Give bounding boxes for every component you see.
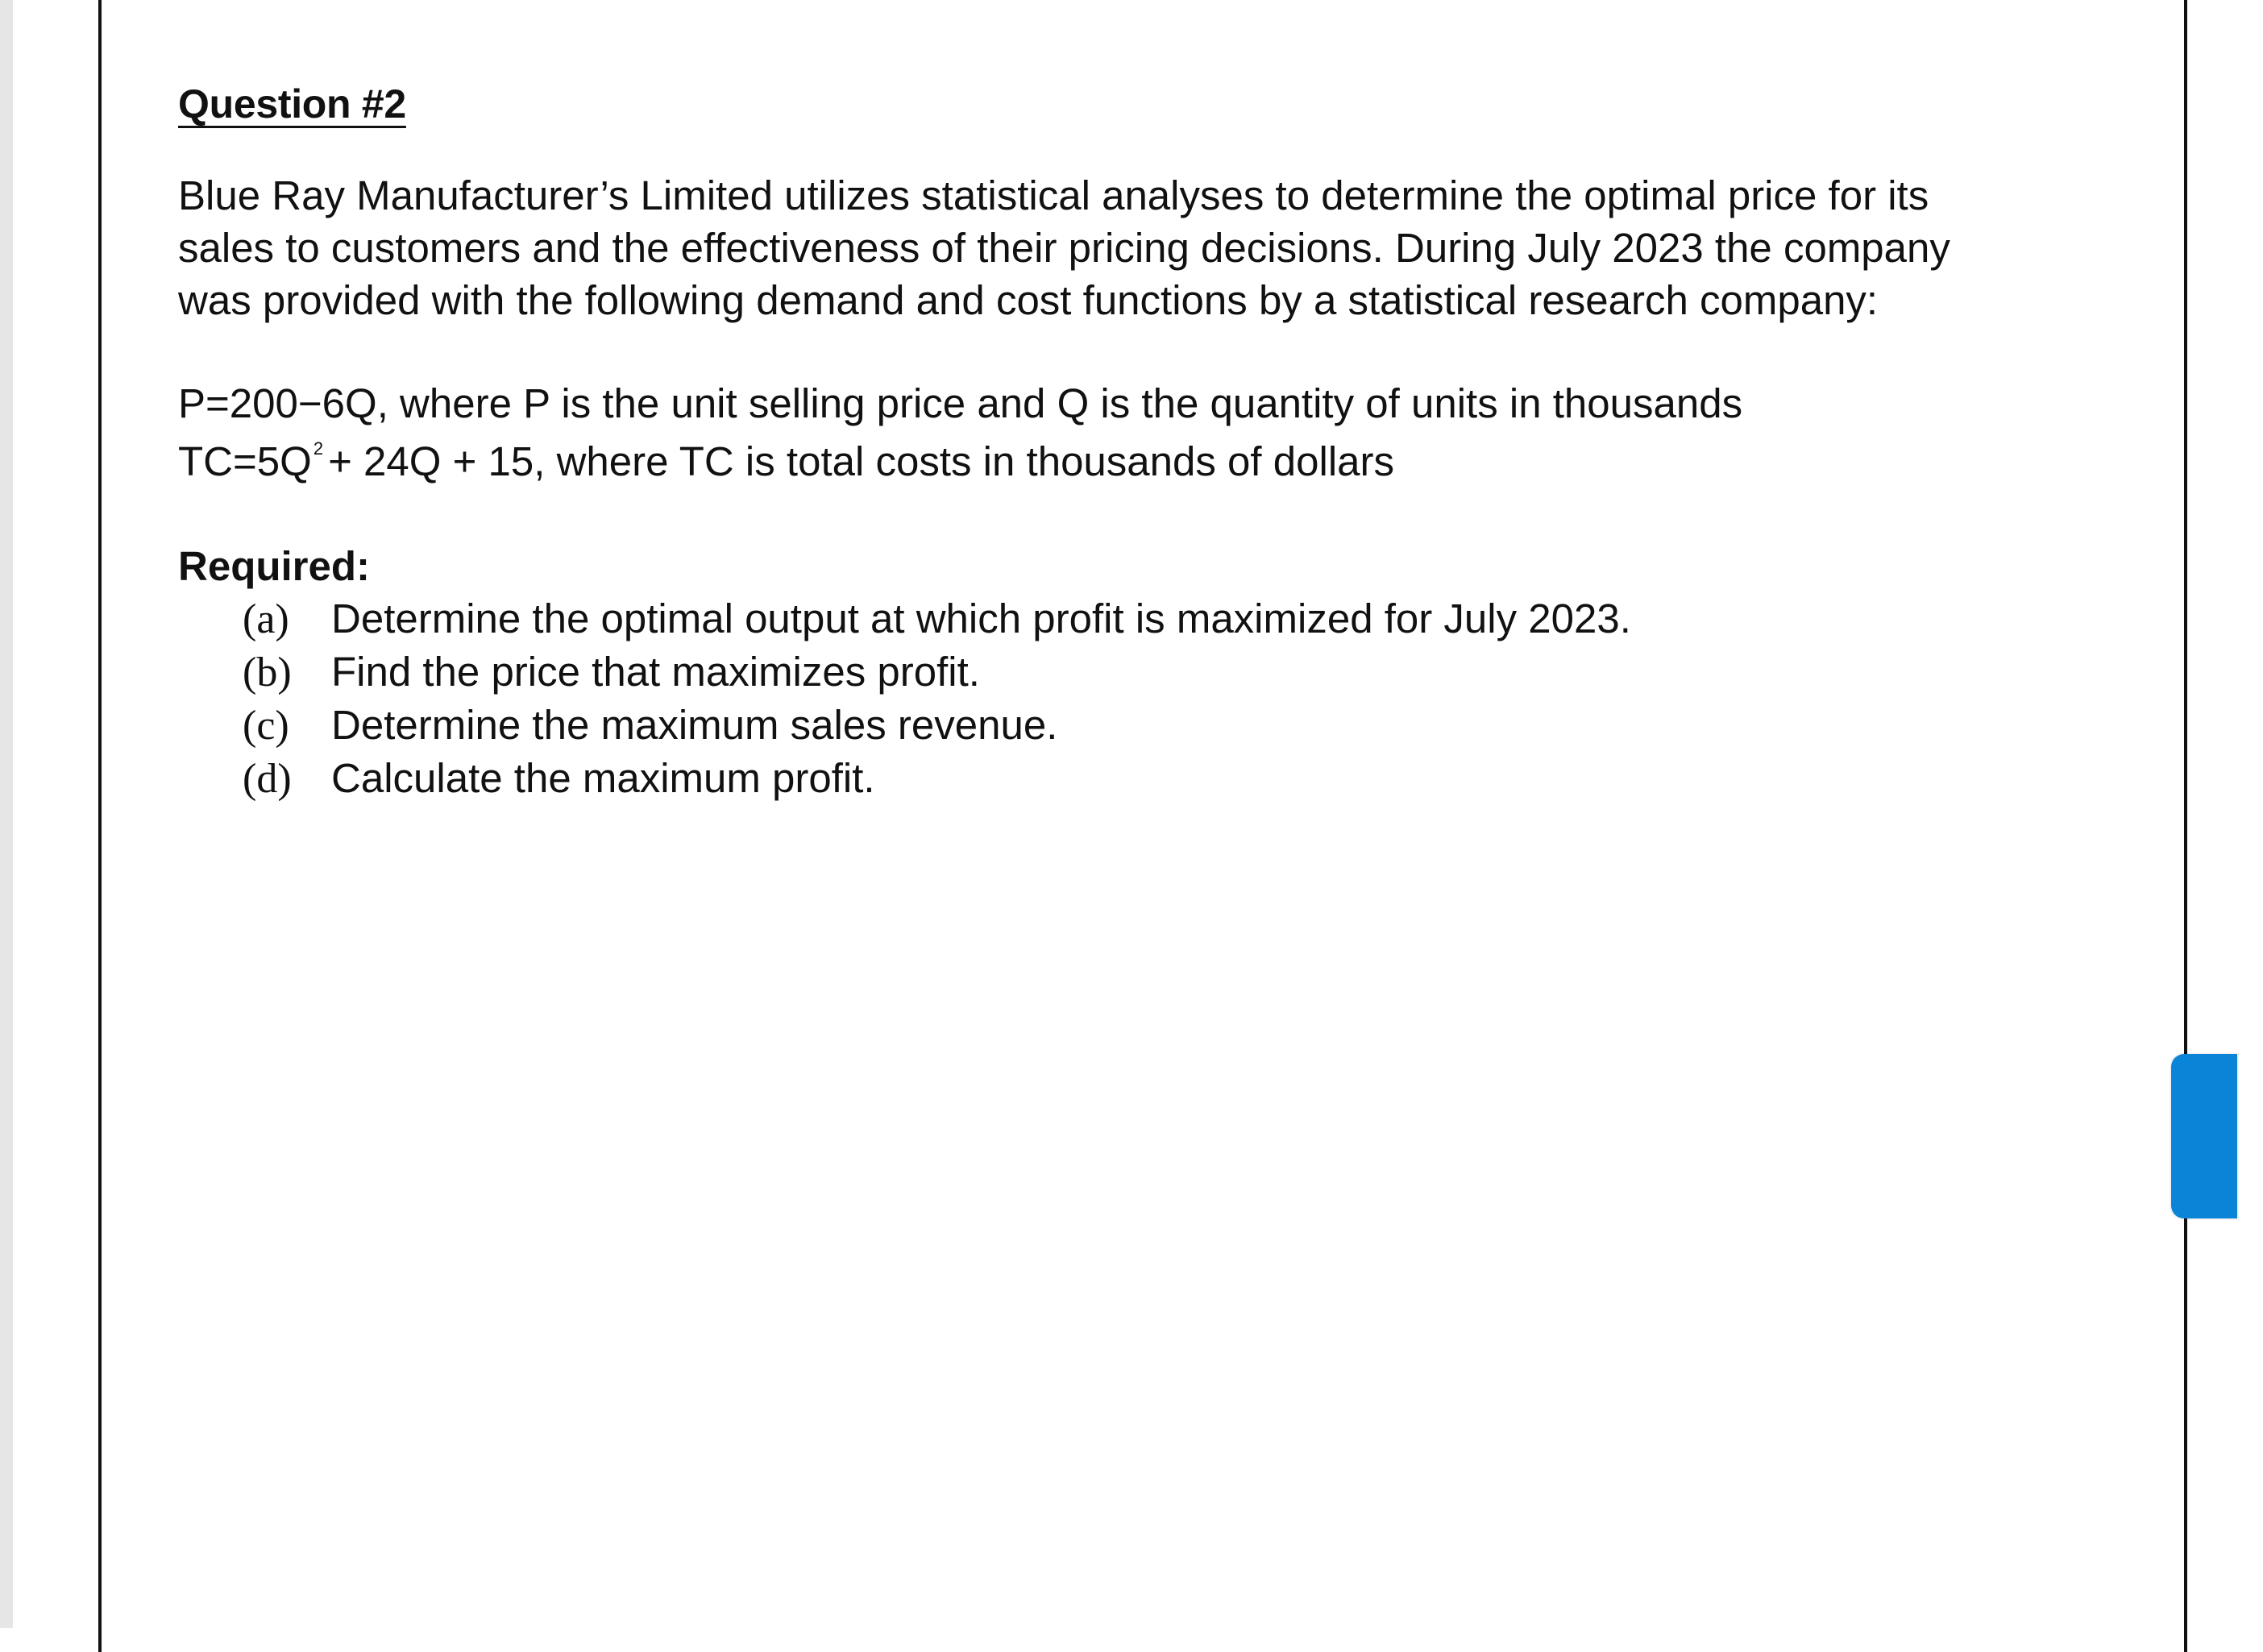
cost-function-prefix: TC=5Q bbox=[178, 438, 312, 484]
scroll-handle[interactable] bbox=[2171, 1054, 2237, 1218]
required-item-letter: (d) bbox=[243, 756, 292, 802]
required-item-a bbox=[243, 592, 2032, 645]
required-item-letter: (c) bbox=[243, 703, 289, 749]
required-list bbox=[178, 592, 2032, 805]
required-item-text: Calculate the maximum profit. bbox=[331, 755, 875, 801]
required-item-letter: (a) bbox=[243, 596, 289, 642]
required-label: Required: bbox=[178, 543, 371, 589]
cost-function bbox=[178, 430, 2032, 488]
functions-block bbox=[178, 378, 2032, 488]
required-item-d bbox=[243, 752, 2032, 805]
question-content bbox=[178, 81, 2032, 805]
cost-function-exponent: 2 bbox=[313, 438, 324, 459]
question-paragraph: Blue Ray Manufacturer’s Limited utilizes statistical analyses to determine the optimal price for its sales to customers and the effectiveness of their pricing decisions. During July 2023 the company was provided with the following demand and cost functions by a statistical research company: bbox=[178, 172, 1950, 323]
required-item-text: Find the price that maximizes profit. bbox=[331, 649, 980, 695]
required-item-b bbox=[243, 645, 2032, 699]
viewer-left-edge bbox=[0, 0, 13, 1628]
cost-function-suffix: + 24Q + 15, where TC is total costs in thousands of dollars bbox=[328, 438, 1394, 484]
required-item-text: Determine the optimal output at which profit is maximized for July 2023. bbox=[331, 596, 1631, 641]
demand-function: P=200−6Q, where P is the unit selling price and Q is the quantity of units in thousands bbox=[178, 380, 1743, 426]
required-item-c bbox=[243, 699, 2032, 752]
required-item-letter: (b) bbox=[243, 650, 292, 695]
required-item-text: Determine the maximum sales revenue. bbox=[331, 702, 1058, 748]
question-title: Question #2 bbox=[178, 81, 406, 127]
